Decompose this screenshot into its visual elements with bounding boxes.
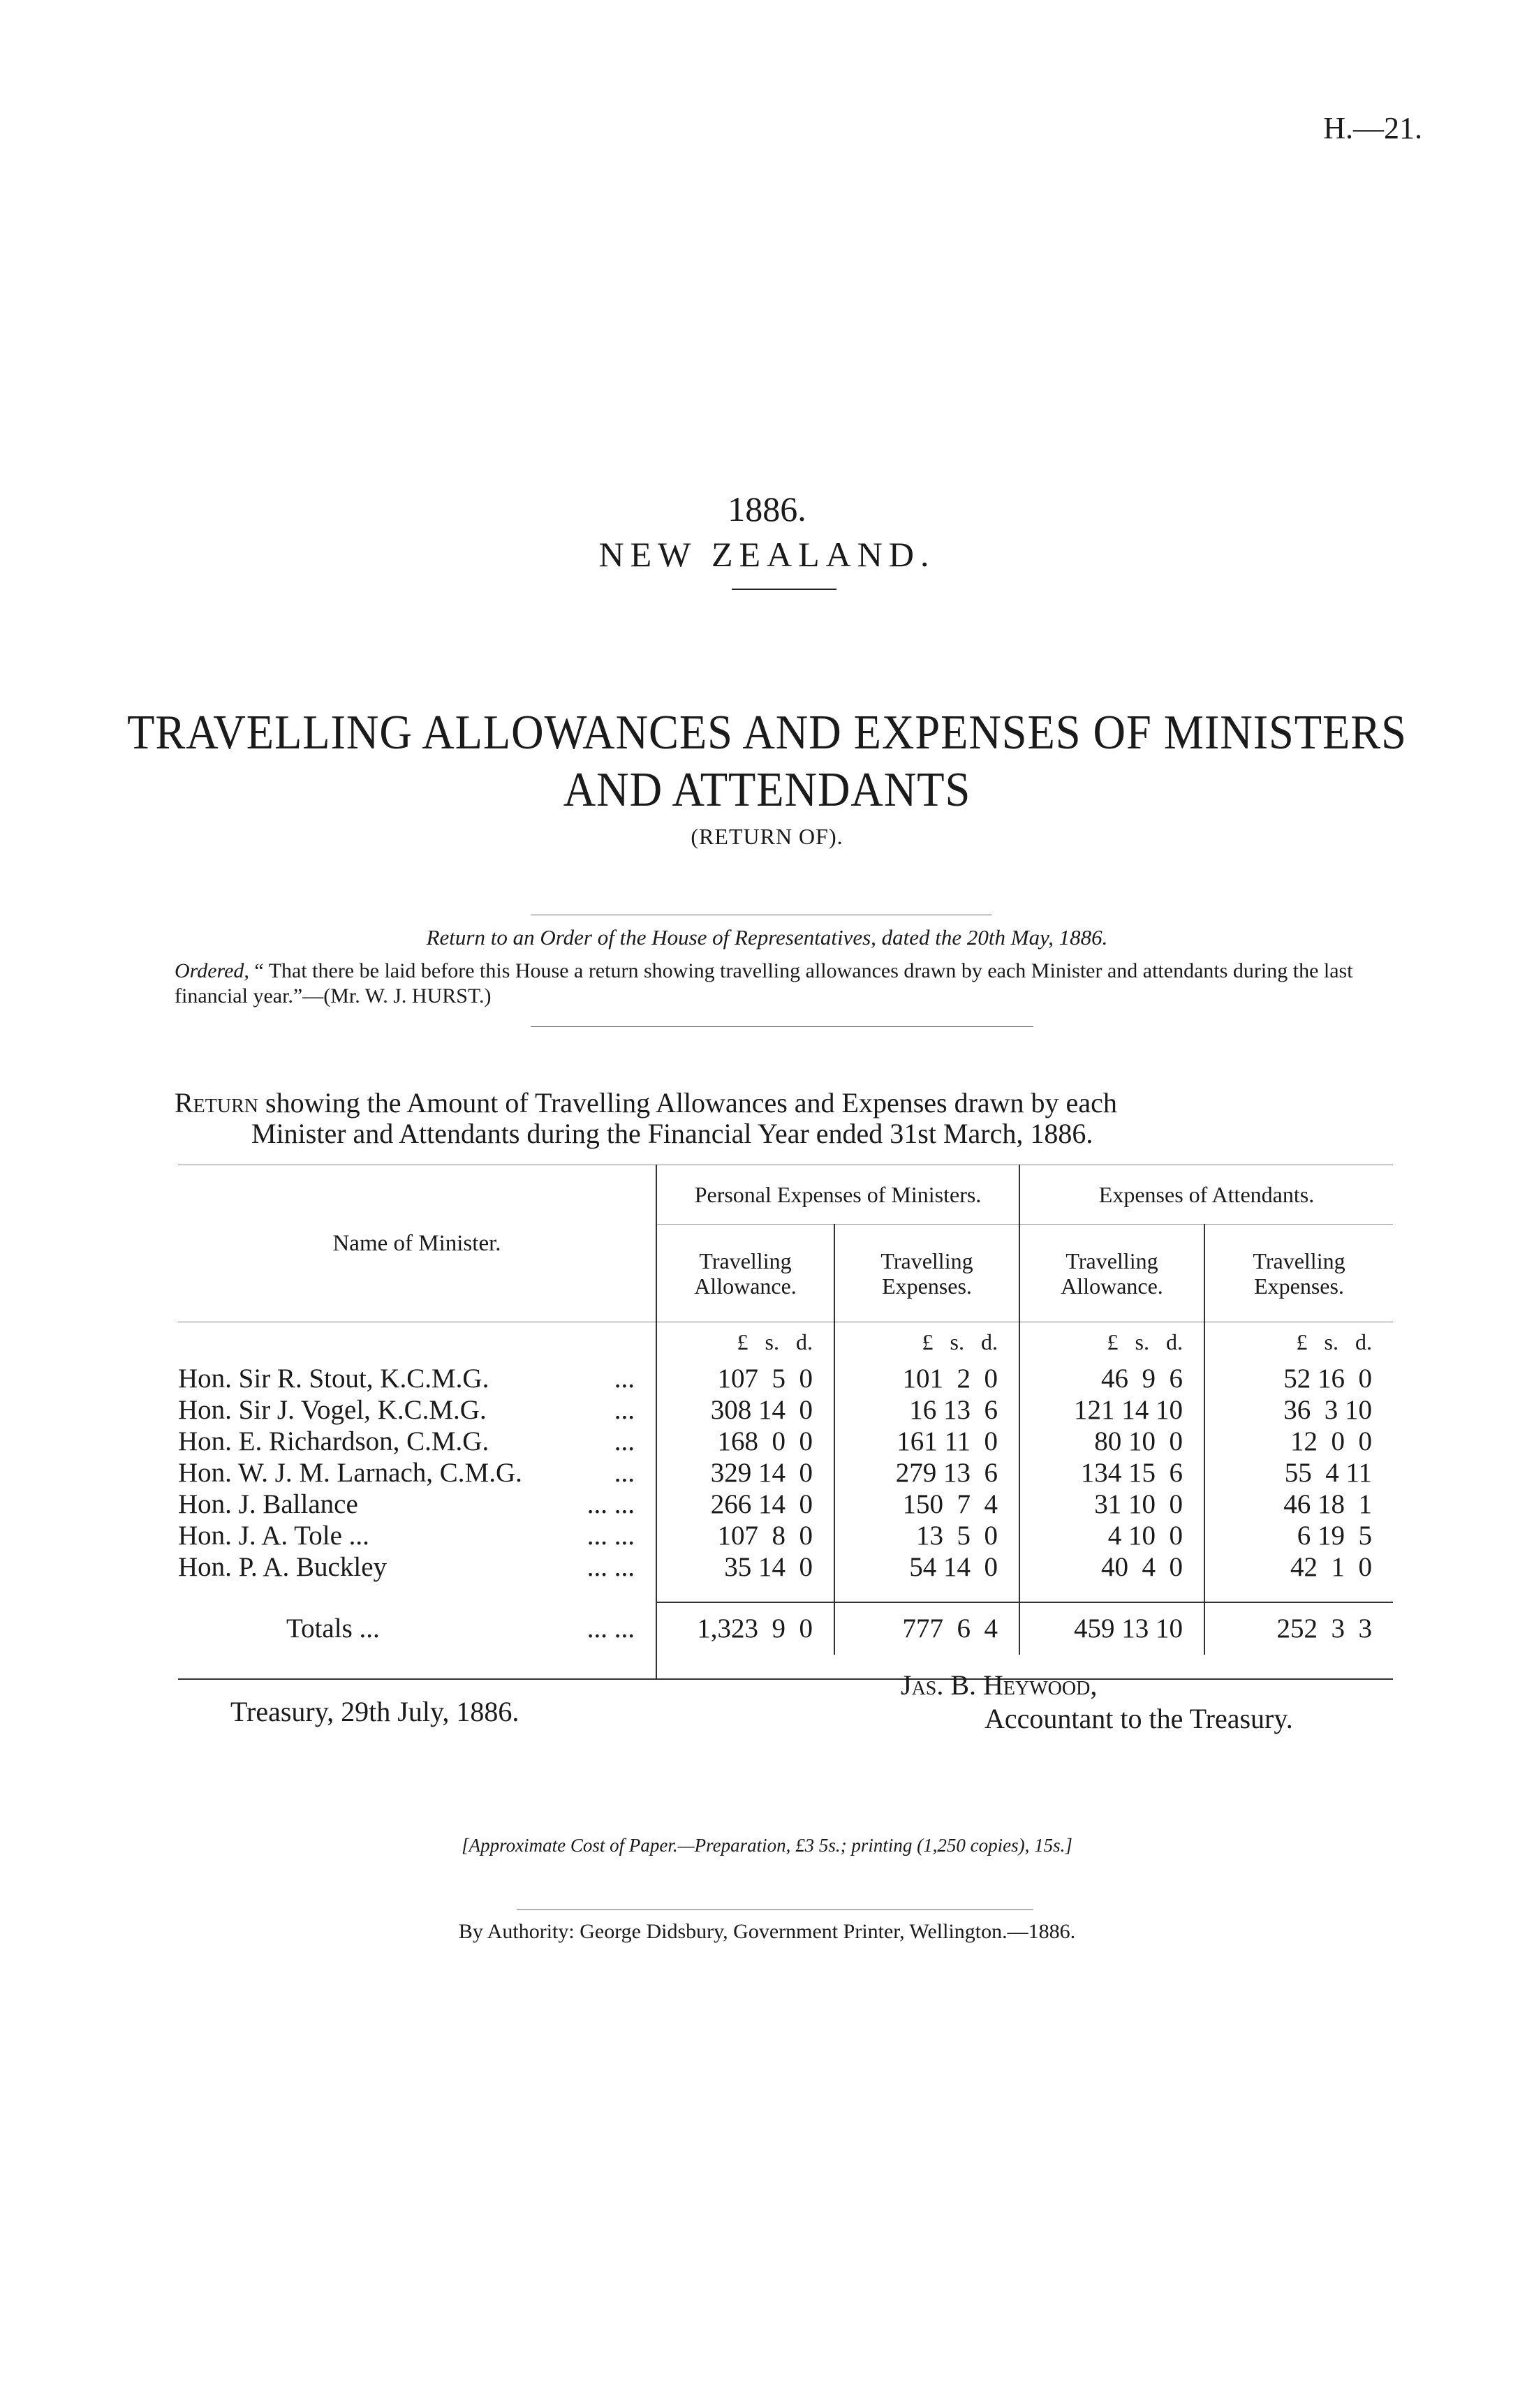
- cell-personal-expenses: 150 7 4: [834, 1489, 1019, 1520]
- cell-personal-allowance: 107 5 0: [656, 1363, 834, 1394]
- cell-attendants-expenses: 55 4 11: [1204, 1457, 1393, 1489]
- cell-personal-allowance: 329 14 0: [656, 1457, 834, 1489]
- cell-personal-expenses: 101 2 0: [834, 1363, 1019, 1394]
- leader-dots: ...: [614, 1394, 635, 1425]
- cell-attendants-allowance: 46 9 6: [1019, 1363, 1204, 1394]
- table-row: [178, 1520, 1393, 1551]
- cell-attendants-expenses: 12 0 0: [1204, 1426, 1393, 1457]
- heading-divider: [732, 589, 836, 590]
- signature-title: Accountant to the Treasury.: [984, 1703, 1293, 1734]
- leader-dots: ... ...: [587, 1489, 635, 1519]
- cell-personal-expenses: 54 14 0: [834, 1551, 1019, 1583]
- cell-personal-allowance: 107 8 0: [656, 1520, 834, 1551]
- order-reference: Return to an Order of the House of Representatives, dated the 20th May, 1886.: [426, 925, 1108, 950]
- cell-attendants-expenses: 52 16 0: [1204, 1363, 1393, 1394]
- cell-personal-expenses: 161 11 0: [834, 1426, 1019, 1457]
- units-label: £ s. d.: [1204, 1322, 1393, 1363]
- personal-expenses-header: Personal Expenses of Ministers.: [656, 1165, 1019, 1225]
- cell-personal-allowance: 266 14 0: [656, 1489, 834, 1520]
- cell-personal-allowance: 168 0 0: [656, 1426, 834, 1457]
- title-line-1: TRAVELLING ALLOWANCES AND EXPENSES OF MINISTERS: [127, 706, 1407, 760]
- table-row: [178, 1551, 1393, 1583]
- leader-dots: ...: [614, 1363, 635, 1394]
- leader-dots: ...: [614, 1426, 635, 1456]
- document-reference: H.—21.: [1323, 111, 1422, 145]
- attendants-expenses-subheader: Travelling Expenses.: [1204, 1225, 1393, 1322]
- minister-name: Hon. P. A. Buckley: [178, 1551, 388, 1582]
- minister-name: Hon. J. Ballance: [178, 1489, 358, 1519]
- leader-dots: ...: [614, 1457, 635, 1488]
- order-bottom-rule: [531, 1026, 1033, 1027]
- name-column-header: Name of Minister.: [332, 1231, 501, 1256]
- ordered-label: Ordered,: [175, 959, 249, 982]
- attendants-expenses-header: Expenses of Attendants.: [1019, 1165, 1393, 1225]
- return-heading-word: Return: [175, 1087, 259, 1118]
- cost-note: [Approximate Cost of Paper.—Preparation, £3 5s.; printing (1,250 copies), 15s.]: [462, 1835, 1072, 1856]
- cell-personal-expenses: 16 13 6: [834, 1394, 1019, 1426]
- printer-authority: By Authority: George Didsbury, Government Printer, Wellington.—1886.: [458, 1920, 1076, 1943]
- cell-attendants-expenses: 36 3 10: [1204, 1394, 1393, 1426]
- table-row: [178, 1363, 1393, 1394]
- table-row: [178, 1457, 1393, 1489]
- signature-name: Jas. B. Heywood,: [901, 1669, 1098, 1701]
- total-personal-allowance: 1,323 9 0: [656, 1602, 834, 1655]
- document-year: 1886.: [728, 489, 806, 529]
- totals-label: Totals ...: [286, 1613, 380, 1644]
- minister-name: Hon. Sir J. Vogel, K.C.M.G.: [178, 1394, 487, 1425]
- minister-name: Hon. Sir R. Stout, K.C.M.G.: [178, 1363, 489, 1394]
- country-heading: NEW ZEALAND.: [598, 535, 936, 574]
- units-label: £ s. d.: [834, 1322, 1019, 1363]
- personal-allowance-header: Travelling Allowance.: [656, 1225, 834, 1322]
- totals-row: [178, 1602, 1393, 1655]
- return-heading-rest: showing the Amount of Travelling Allowances and Expenses drawn by each: [265, 1087, 1117, 1118]
- units-label: £ s. d.: [1019, 1322, 1204, 1363]
- minister-name: Hon. E. Richardson, C.M.G.: [178, 1426, 489, 1456]
- cell-attendants-allowance: 31 10 0: [1019, 1489, 1204, 1520]
- personal-expenses-subheader: Travelling Expenses.: [834, 1225, 1019, 1322]
- title-line-2: AND ATTENDANTS: [563, 763, 971, 817]
- table-row: [178, 1489, 1393, 1520]
- cell-attendants-expenses: 6 19 5: [1204, 1520, 1393, 1551]
- cell-attendants-expenses: 42 1 0: [1204, 1551, 1393, 1583]
- treasury-date: Treasury, 29th July, 1886.: [230, 1696, 519, 1727]
- table-row: [178, 1426, 1393, 1457]
- cell-attendants-allowance: 4 10 0: [1019, 1520, 1204, 1551]
- return-heading: [175, 1088, 1386, 1149]
- cell-attendants-allowance: 40 4 0: [1019, 1551, 1204, 1583]
- total-personal-expenses: 777 6 4: [834, 1602, 1019, 1655]
- attendants-allowance-header: Travelling Allowance.: [1019, 1225, 1204, 1322]
- total-attendants-expenses: 252 3 3: [1204, 1602, 1393, 1655]
- cell-attendants-allowance: 80 10 0: [1019, 1426, 1204, 1457]
- minister-name: Hon. W. J. M. Larnach, C.M.G.: [178, 1457, 522, 1488]
- cell-personal-allowance: 308 14 0: [656, 1394, 834, 1426]
- subtitle: (RETURN OF).: [691, 824, 843, 849]
- leader-dots: ... ...: [587, 1551, 635, 1582]
- minister-name: Hon. J. A. Tole ...: [178, 1520, 369, 1551]
- ordered-text: “ That there be laid before this House a return showing travelling allowances drawn by each Minister and attendants during the last financial year.”—(Mr. W. J. HURST.): [175, 959, 1353, 1007]
- cell-personal-expenses: 279 13 6: [834, 1457, 1019, 1489]
- ordered-paragraph: [175, 959, 1376, 1009]
- cell-attendants-expenses: 46 18 1: [1204, 1489, 1393, 1520]
- leader-dots: ... ...: [587, 1613, 635, 1644]
- total-attendants-allowance: 459 13 10: [1019, 1602, 1204, 1655]
- cell-attendants-allowance: 134 15 6: [1019, 1457, 1204, 1489]
- return-table: [178, 1165, 1393, 1680]
- units-label: £ s. d.: [656, 1322, 834, 1363]
- cell-attendants-allowance: 121 14 10: [1019, 1394, 1204, 1426]
- table-row: [178, 1394, 1393, 1426]
- leader-dots: ... ...: [587, 1520, 635, 1551]
- cell-personal-expenses: 13 5 0: [834, 1520, 1019, 1551]
- cell-personal-allowance: 35 14 0: [656, 1551, 834, 1583]
- return-heading-line2: Minister and Attendants during the Financial Year ended 31st March, 1886.: [251, 1118, 1093, 1149]
